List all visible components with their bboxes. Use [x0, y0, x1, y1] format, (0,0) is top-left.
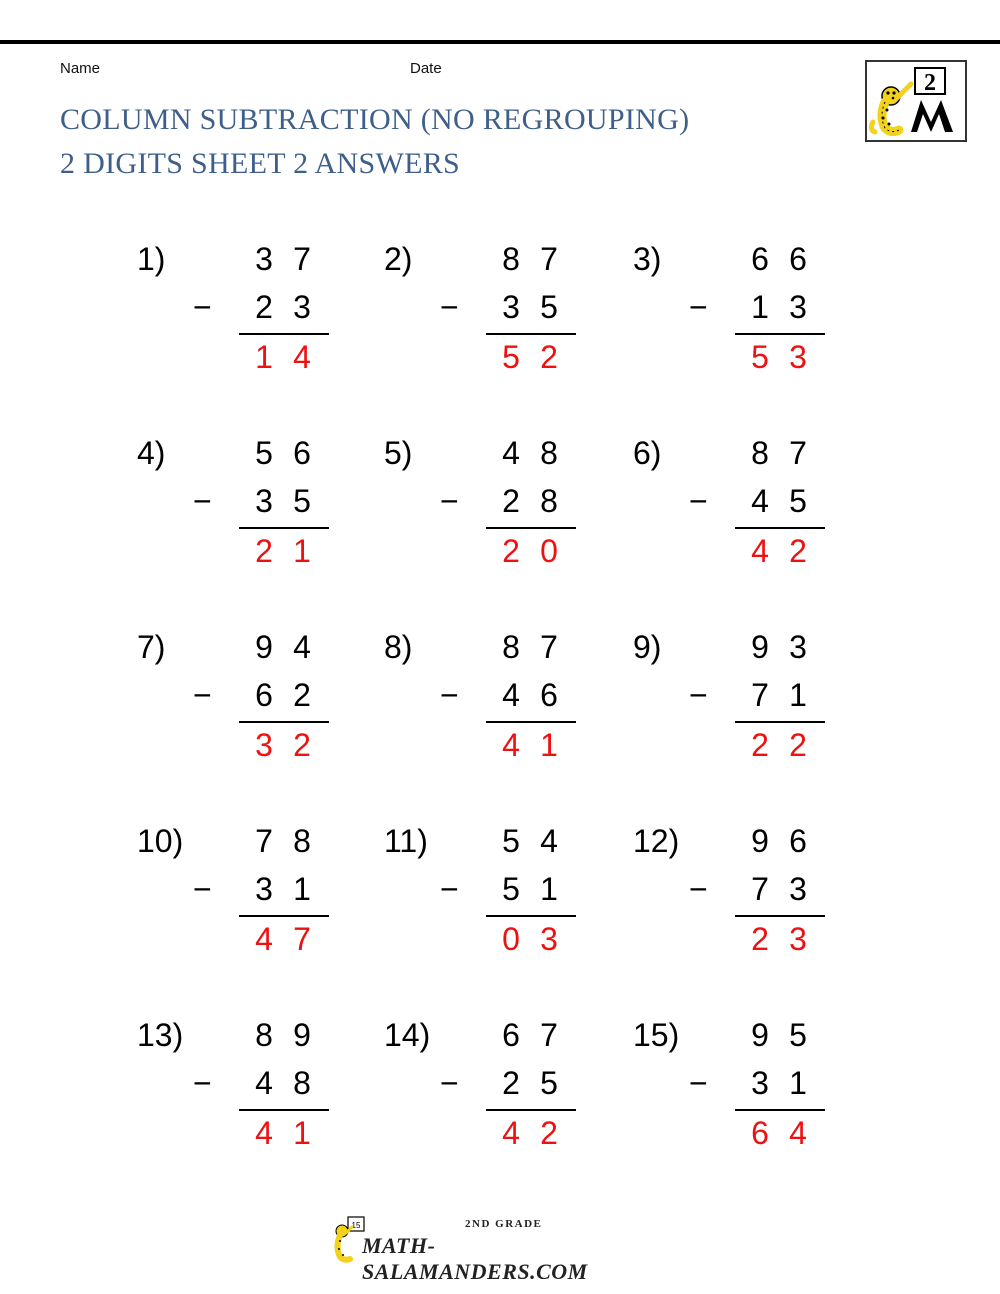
minuend-digit: 3 — [255, 241, 273, 277]
subtrahend-digit: 3 — [255, 871, 273, 907]
problem-number: 14) — [384, 1017, 431, 1053]
minuend-digit: 8 — [751, 435, 769, 471]
minuend-digit: 9 — [751, 823, 769, 859]
minuend-digit: 9 — [255, 629, 273, 665]
answer — [245, 531, 321, 571]
answer-line — [239, 527, 329, 529]
minuend-digit: 4 — [293, 629, 311, 665]
subtrahend-digit: 5 — [293, 483, 311, 519]
minuend-digit: 6 — [751, 241, 769, 277]
grade-logo — [865, 60, 967, 142]
footer-grade-text: 2ND GRADE — [465, 1218, 543, 1230]
answer-digit: 3 — [255, 727, 273, 763]
answer-line — [735, 527, 825, 529]
answer-digit: 4 — [789, 1115, 807, 1151]
minuend-digit: 6 — [293, 435, 311, 471]
minus-sign: − — [689, 1065, 708, 1101]
minuend — [492, 239, 568, 279]
subtrahend-digit: 5 — [789, 483, 807, 519]
minus-sign: − — [193, 483, 212, 519]
name-label: Name — [60, 60, 101, 77]
answer-line — [239, 915, 329, 917]
answer — [492, 337, 568, 377]
salamander-logo-icon — [867, 62, 965, 140]
subtrahend — [492, 675, 568, 715]
subtrahend-digit: 1 — [789, 677, 807, 713]
answer-digit: 2 — [293, 727, 311, 763]
subtrahend — [492, 869, 568, 909]
answer-line — [486, 721, 576, 723]
subtrahend-digit: 6 — [540, 677, 558, 713]
problem-number: 4) — [137, 435, 166, 471]
subtrahend-digit: 2 — [502, 483, 520, 519]
answer-line — [239, 1109, 329, 1111]
answer-line — [239, 333, 329, 335]
subtrahend-digit: 1 — [789, 1065, 807, 1101]
subtrahend — [492, 481, 568, 521]
subtrahend-digit: 1 — [293, 871, 311, 907]
answer-digit: 3 — [789, 921, 807, 957]
minus-sign: − — [689, 677, 708, 713]
subtraction-problem — [137, 433, 357, 583]
minuend — [741, 821, 817, 861]
answer-digit: 3 — [789, 339, 807, 375]
minus-sign: − — [689, 483, 708, 519]
subtrahend-digit: 4 — [502, 677, 520, 713]
subtraction-problem — [633, 627, 853, 777]
minuend — [245, 821, 321, 861]
problem-number: 6) — [633, 435, 662, 471]
minuend-digit: 7 — [540, 1017, 558, 1053]
subtrahend-digit: 2 — [293, 677, 311, 713]
answer-digit: 4 — [502, 1115, 520, 1151]
minuend-digit: 8 — [540, 435, 558, 471]
answer-line — [239, 721, 329, 723]
minuend-digit: 7 — [293, 241, 311, 277]
answer-digit: 6 — [751, 1115, 769, 1151]
subtrahend — [245, 1063, 321, 1103]
minuend-digit: 5 — [789, 1017, 807, 1053]
answer — [245, 725, 321, 765]
problem-number: 1) — [137, 241, 166, 277]
minuend-digit: 8 — [293, 823, 311, 859]
subtrahend-digit: 1 — [540, 871, 558, 907]
subtrahend-digit: 4 — [751, 483, 769, 519]
answer — [741, 337, 817, 377]
minuend-digit: 6 — [502, 1017, 520, 1053]
minuend-digit: 5 — [255, 435, 273, 471]
minuend — [492, 433, 568, 473]
answer-line — [486, 333, 576, 335]
subtrahend-digit: 2 — [502, 1065, 520, 1101]
answer — [492, 919, 568, 959]
subtraction-problem — [633, 821, 853, 971]
subtrahend — [741, 287, 817, 327]
minuend — [492, 1015, 568, 1055]
answer-digit: 7 — [293, 921, 311, 957]
minuend-digit: 8 — [255, 1017, 273, 1053]
subtrahend-digit: 7 — [751, 871, 769, 907]
minuend — [741, 239, 817, 279]
answer-digit: 4 — [293, 339, 311, 375]
minuend-digit: 3 — [789, 629, 807, 665]
minus-sign: − — [193, 871, 212, 907]
minuend-digit: 6 — [789, 241, 807, 277]
answer — [245, 1113, 321, 1153]
minuend-digit: 7 — [255, 823, 273, 859]
minuend — [741, 433, 817, 473]
subtrahend — [245, 287, 321, 327]
minuend-digit: 6 — [789, 823, 807, 859]
worksheet-subtitle: 2 DIGITS SHEET 2 ANSWERS — [60, 147, 460, 180]
subtraction-problem — [633, 239, 853, 389]
answer-digit: 0 — [502, 921, 520, 957]
answer-line — [486, 527, 576, 529]
answer-digit: 0 — [540, 533, 558, 569]
subtraction-problem — [137, 627, 357, 777]
footer-logo — [330, 1215, 630, 1284]
minuend — [741, 627, 817, 667]
problem-number: 13) — [137, 1017, 184, 1053]
subtrahend — [245, 869, 321, 909]
minus-sign: − — [440, 1065, 459, 1101]
footer-badge-number: 15 — [351, 1221, 361, 1230]
minus-sign: − — [689, 289, 708, 325]
subtrahend-digit: 5 — [502, 871, 520, 907]
problem-number: 7) — [137, 629, 166, 665]
minuend-digit: 8 — [502, 629, 520, 665]
subtrahend — [741, 481, 817, 521]
subtrahend-digit: 6 — [255, 677, 273, 713]
subtrahend — [245, 675, 321, 715]
subtraction-problem — [384, 821, 604, 971]
subtrahend — [245, 481, 321, 521]
subtrahend-digit: 8 — [540, 483, 558, 519]
answer — [492, 1113, 568, 1153]
date-label: Date — [410, 60, 442, 77]
subtrahend-digit: 5 — [540, 1065, 558, 1101]
subtrahend-digit: 5 — [540, 289, 558, 325]
subtrahend — [492, 1063, 568, 1103]
subtrahend-digit: 2 — [255, 289, 273, 325]
subtraction-problem — [384, 1015, 604, 1165]
answer-digit: 5 — [502, 339, 520, 375]
problem-number: 11) — [384, 823, 428, 859]
answer-digit: 1 — [293, 533, 311, 569]
answer-digit: 1 — [293, 1115, 311, 1151]
minuend — [245, 627, 321, 667]
answer — [741, 919, 817, 959]
answer-digit: 1 — [540, 727, 558, 763]
minus-sign: − — [193, 677, 212, 713]
problem-number: 3) — [633, 241, 662, 277]
subtrahend-digit: 3 — [293, 289, 311, 325]
problem-number: 15) — [633, 1017, 680, 1053]
problem-number: 12) — [633, 823, 680, 859]
answer — [245, 919, 321, 959]
minuend-digit: 7 — [789, 435, 807, 471]
worksheet-title: COLUMN SUBTRACTION (NO REGROUPING) — [60, 103, 690, 136]
subtrahend — [741, 675, 817, 715]
answer-line — [735, 333, 825, 335]
minuend-digit: 8 — [502, 241, 520, 277]
answer-digit: 2 — [255, 533, 273, 569]
minus-sign: − — [193, 1065, 212, 1101]
subtrahend — [741, 1063, 817, 1103]
minuend — [245, 1015, 321, 1055]
minus-sign: − — [193, 289, 212, 325]
subtrahend-digit: 3 — [789, 871, 807, 907]
answer-line — [735, 721, 825, 723]
answer — [492, 725, 568, 765]
answer-digit: 2 — [540, 1115, 558, 1151]
answer — [492, 531, 568, 571]
minus-sign: − — [689, 871, 708, 907]
minuend — [245, 433, 321, 473]
answer-line — [486, 1109, 576, 1111]
subtrahend-digit: 3 — [789, 289, 807, 325]
answer-line — [735, 915, 825, 917]
minuend-digit: 4 — [502, 435, 520, 471]
minuend — [492, 627, 568, 667]
subtraction-problem — [384, 239, 604, 389]
answer — [741, 1113, 817, 1153]
logo-grade-number: 2 — [924, 70, 936, 96]
answer-digit: 4 — [255, 1115, 273, 1151]
answer-digit: 2 — [540, 339, 558, 375]
subtraction-problem — [633, 433, 853, 583]
minuend-digit: 9 — [751, 1017, 769, 1053]
minuend — [245, 239, 321, 279]
problem-number: 2) — [384, 241, 413, 277]
answer-line — [735, 1109, 825, 1111]
minuend — [492, 821, 568, 861]
answer-digit: 2 — [751, 921, 769, 957]
subtraction-problem — [633, 1015, 853, 1165]
minus-sign: − — [440, 483, 459, 519]
answer — [245, 337, 321, 377]
subtraction-problem — [384, 433, 604, 583]
answer-digit: 2 — [502, 533, 520, 569]
answer-digit: 5 — [751, 339, 769, 375]
subtraction-problem — [137, 1015, 357, 1165]
minus-sign: − — [440, 677, 459, 713]
minuend-digit: 4 — [540, 823, 558, 859]
minuend-digit: 7 — [540, 629, 558, 665]
answer-digit: 2 — [789, 727, 807, 763]
answer — [741, 531, 817, 571]
minus-sign: − — [440, 871, 459, 907]
answer-digit: 4 — [751, 533, 769, 569]
minuend-digit: 9 — [751, 629, 769, 665]
problem-number: 8) — [384, 629, 413, 665]
answer-line — [486, 915, 576, 917]
minuend-digit: 7 — [540, 241, 558, 277]
problem-number: 9) — [633, 629, 662, 665]
subtrahend-digit: 8 — [293, 1065, 311, 1101]
answer — [741, 725, 817, 765]
subtraction-problem — [384, 627, 604, 777]
subtraction-problem — [137, 239, 357, 389]
subtrahend — [492, 287, 568, 327]
answer-digit: 1 — [255, 339, 273, 375]
answer-digit: 2 — [789, 533, 807, 569]
answer-digit: 4 — [502, 727, 520, 763]
subtrahend-digit: 3 — [255, 483, 273, 519]
answer-digit: 3 — [540, 921, 558, 957]
subtraction-problem — [137, 821, 357, 971]
problem-number: 5) — [384, 435, 413, 471]
subtrahend-digit: 4 — [255, 1065, 273, 1101]
subtrahend — [741, 869, 817, 909]
answer-digit: 2 — [751, 727, 769, 763]
subtrahend-digit: 1 — [751, 289, 769, 325]
minus-sign: − — [440, 289, 459, 325]
subtrahend-digit: 7 — [751, 677, 769, 713]
answer-digit: 4 — [255, 921, 273, 957]
minuend-digit: 9 — [293, 1017, 311, 1053]
subtrahend-digit: 3 — [751, 1065, 769, 1101]
footer-site-link[interactable]: MATH-SALAMANDERS.COM — [362, 1233, 588, 1284]
subtrahend-digit: 3 — [502, 289, 520, 325]
top-rule — [0, 40, 1000, 44]
minuend-digit: 5 — [502, 823, 520, 859]
problem-number: 10) — [137, 823, 184, 859]
minuend — [741, 1015, 817, 1055]
